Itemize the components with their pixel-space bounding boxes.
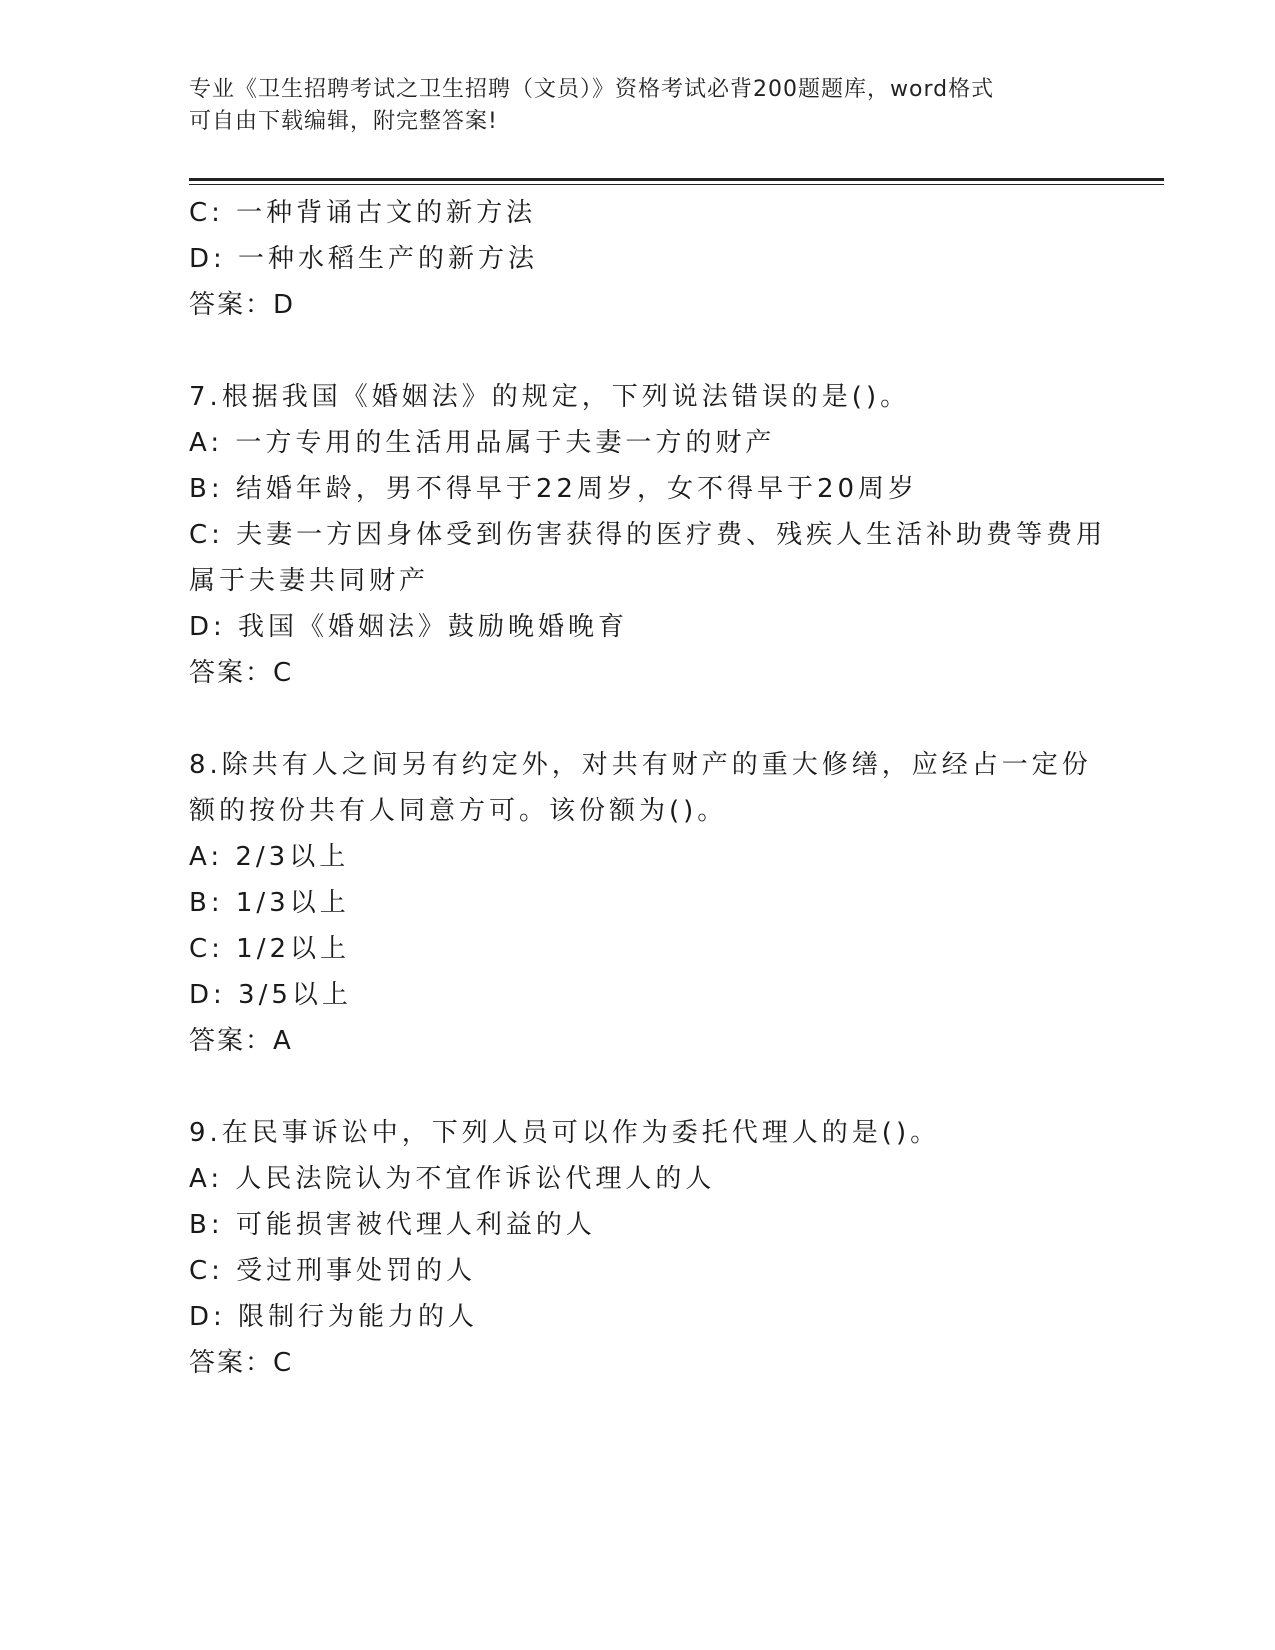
option-a: A: 2/3以上 — [189, 842, 350, 872]
answer-line: 答案：A — [189, 1026, 293, 1056]
continued-question — [189, 190, 1089, 328]
spacer — [189, 1064, 1089, 1110]
header-divider-thick — [189, 178, 1164, 181]
option-a: A: 一方专用的生活用品属于夫妻一方的财产 — [189, 428, 776, 458]
spacer — [189, 328, 1089, 374]
question-stem: 7.根据我国《婚姻法》的规定，下列说法错误的是()。 — [189, 382, 911, 412]
option-a: A: 人民法院认为不宜作诉讼代理人的人 — [189, 1164, 716, 1194]
page-header — [189, 74, 1089, 138]
option-d: D: 一种水稻生产的新方法 — [189, 244, 539, 274]
option-b: B: 可能损害被代理人利益的人 — [189, 1210, 596, 1240]
option-c-continued: 属于夫妻共同财产 — [189, 566, 430, 596]
option-b: B: 结婚年龄，男不得早于22周岁，女不得早于20周岁 — [189, 474, 919, 504]
question-9 — [189, 1110, 1089, 1386]
option-c: C: 1/2以上 — [189, 934, 351, 964]
option-d: D: 我国《婚姻法》鼓励晚婚晚育 — [189, 612, 629, 642]
answer-line: 答案：D — [189, 290, 296, 320]
question-7 — [189, 374, 1107, 696]
question-stem: 9.在民事诉讼中，下列人员可以作为委托代理人的是()。 — [189, 1118, 941, 1148]
question-stem: 8.除共有人之间另有约定外，对共有财产的重大修缮，应经占一定份 — [189, 750, 1092, 780]
spacer — [189, 696, 1089, 742]
header-title-line-1: 专业《卫生招聘考试之卫生招聘（文员）》资格考试必背200题题库，word格式 — [189, 77, 995, 102]
option-c: C: 受过刑事处罚的人 — [189, 1256, 477, 1286]
header-title-line-2: 可自由下载编辑，附完整答案! — [189, 109, 498, 134]
option-d: D: 限制行为能力的人 — [189, 1302, 479, 1332]
option-c: C: 一种背诵古文的新方法 — [189, 198, 537, 228]
answer-line: 答案：C — [189, 1348, 294, 1378]
document-body — [189, 190, 1107, 1386]
question-stem-continued: 额的按份共有人同意方可。该份额为()。 — [189, 796, 728, 826]
option-b: B: 1/3以上 — [189, 888, 350, 918]
option-d: D: 3/5以上 — [189, 980, 352, 1010]
header-divider-thin — [189, 184, 1164, 185]
answer-line: 答案：C — [189, 658, 294, 688]
option-c: C: 夫妻一方因身体受到伤害获得的医疗费、残疾人生活补助费等费用 — [189, 520, 1107, 550]
question-8 — [189, 742, 1092, 1064]
